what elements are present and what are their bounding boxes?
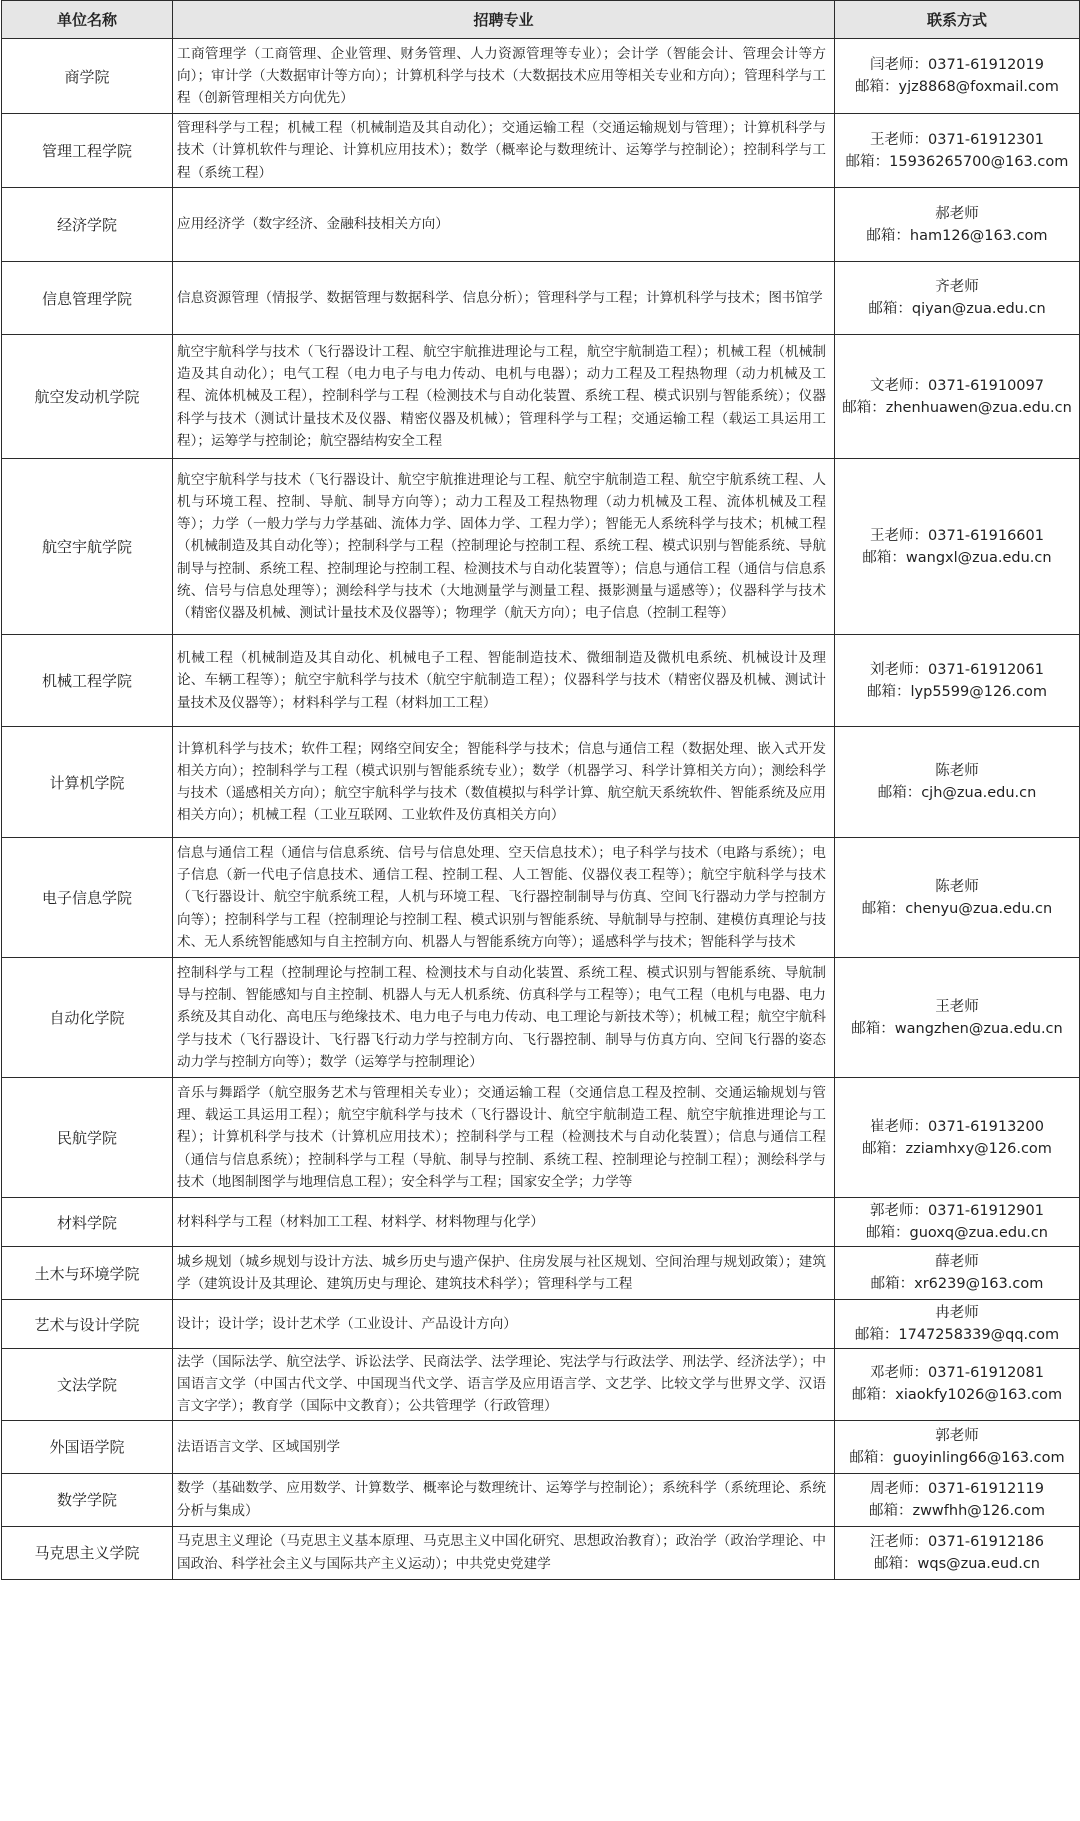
unit-name-cell: 商学院 <box>2 39 173 114</box>
contact-email: 邮箱：qiyan@zua.edu.cn <box>868 301 1046 317</box>
unit-name-cell: 艺术与设计学院 <box>2 1300 173 1349</box>
unit-name-cell: 计算机学院 <box>2 727 173 838</box>
recruit-major-cell: 航空宇航科学与技术（飞行器设计、航空宇航推进理论与工程、航空宇航制造工程、航空宇航系统工程、人机与环境工程、控制、导航、制导方向等）；动力工程及工程热物理（动力机械及工程、流体机械及工程等）；力学（一般力学与力学基础、流体力学、固体力学、工程力学）；智能无人系统科学与技术；机械工程（机械制造及其自动化等）；控制科学与工程（控制理论与控制工程、系统工程、模式识别与智能系统、导航制导与控制、系统工程、控制理论与控制工程、检测技术与自动化装置等）；信息与通信工程（通信与信息系统、信号与信息处理等）；测绘科学与技术（大地测量学与测量工程、摄影测量与遥感等）；仪器科学与技术（精密仪器及机械、测试计量技术及仪器等）；物理学（航天方向）；电子信息（控制工程等） <box>173 459 835 635</box>
contact-teacher: 冉老师 <box>935 1305 979 1321</box>
recruit-major-cell: 马克思主义理论（马克思主义基本原理、马克思主义中国化研究、思想政治教育）；政治学（政治学理论、中国政治、科学社会主义与国际共产主义运动）；中共党史党建学 <box>173 1526 835 1579</box>
table-row <box>2 1078 1080 1198</box>
recruit-major-cell: 工商管理学（工商管理、企业管理、财务管理、人力资源管理等专业）；会计学（智能会计、管理会计等方向）；审计学（大数据审计等方向）；计算机科学与技术（大数据技术应用等相关专业和方向）；管理科学与工程（创新管理相关方向优先） <box>173 39 835 114</box>
table-row <box>2 39 1080 114</box>
contact-email: 邮箱：yjz8868@foxmail.com <box>855 79 1059 95</box>
unit-name-cell: 马克思主义学院 <box>2 1526 173 1579</box>
contact-email: 邮箱：xiaokfy1026@163.com <box>851 1387 1063 1404</box>
table-row <box>2 188 1080 262</box>
table-row <box>2 335 1080 459</box>
unit-name-cell: 信息管理学院 <box>2 262 173 335</box>
header-major: 招聘专业 <box>173 1 835 39</box>
unit-name-cell: 外国语学院 <box>2 1420 173 1473</box>
unit-name-cell: 土木与环境学院 <box>2 1247 173 1300</box>
recruit-major-cell: 计算机科学与技术；软件工程；网络空间安全；智能科学与技术；信息与通信工程（数据处理、嵌入式开发相关方向）；控制科学与工程（模式识别与智能系统专业）；数学（机器学习、科学计算相关方向）；测绘科学与技术（遥感相关方向）；航空宇航科学与技术（数值模拟与科学计算、航空航天系统软件、智能系统及应用相关方向）；机械工程（工业互联网、工业软件及仿真相关方向） <box>173 727 835 838</box>
contact-teacher: 郭老师 <box>935 1427 979 1444</box>
table-header <box>2 1 1080 39</box>
contact-email: 邮箱：zhenhuawen@zua.edu.cn <box>842 399 1072 416</box>
contact-cell <box>835 335 1080 459</box>
contact-cell <box>835 114 1080 188</box>
contact-teacher: 郭老师：0371-61912901 <box>870 1203 1044 1219</box>
contact-email: 邮箱：wqs@zua.eud.cn <box>874 1555 1040 1572</box>
contact-cell <box>835 39 1080 114</box>
recruit-major-cell: 应用经济学（数字经济、金融科技相关方向） <box>173 188 835 262</box>
table-row <box>2 114 1080 188</box>
recruit-major-cell: 信息资源管理（情报学、数据管理与数据科学、信息分析）；管理科学与工程；计算机科学与技术；图书馆学 <box>173 262 835 335</box>
recruit-major-cell: 设计；设计学；设计艺术学（工业设计、产品设计方向） <box>173 1300 835 1349</box>
contact-teacher: 崔老师：0371-61913200 <box>870 1118 1044 1135</box>
table-row <box>2 1526 1080 1579</box>
contact-teacher: 郝老师 <box>935 205 979 222</box>
recruit-major-cell: 数学（基础数学、应用数学、计算数学、概率论与数理统计、运筹学与控制论）；系统科学（系统理论、系统分析与集成） <box>173 1473 835 1526</box>
table-row <box>2 1247 1080 1300</box>
contact-cell <box>835 459 1080 635</box>
header-unit: 单位名称 <box>2 1 173 39</box>
contact-teacher: 邓老师：0371-61912081 <box>870 1365 1044 1382</box>
contact-cell <box>835 1198 1080 1247</box>
contact-cell <box>835 262 1080 335</box>
contact-email: 邮箱：cjh@zua.edu.cn <box>877 785 1037 801</box>
contact-email: 邮箱：guoyinling66@163.com <box>849 1449 1065 1466</box>
contact-cell <box>835 1526 1080 1579</box>
unit-name-cell: 电子信息学院 <box>2 838 173 958</box>
recruit-major-cell: 机械工程（机械制造及其自动化、机械电子工程、智能制造技术、微细制造及微机电系统、机械设计及理论、车辆工程等）；航空宇航科学与技术（航空宇航制造工程）；仪器科学与技术（精密仪器及机械、测试计量技术及仪器等）；材料科学与工程（材料加工工程） <box>173 635 835 727</box>
table-row <box>2 1473 1080 1526</box>
contact-email: 邮箱：zziamhxy@126.com <box>862 1140 1052 1157</box>
contact-teacher: 齐老师 <box>935 279 979 295</box>
recruit-major-cell: 航空宇航科学与技术（飞行器设计工程、航空宇航推进理论与工程，航空宇航制造工程）；机械工程（机械制造及其自动化）；电气工程（电力电子与电力传动、电机与电器）；动力工程及工程热物理（动力机械及工程、流体机械及工程），控制科学与工程（检测技术与自动化装置、系统工程、模式识别与智能系统）；仪器科学与技术（测试计量技术及仪器、精密仪器及机械）；管理科学与工程；交通运输工程（载运工具运用工程）；运筹学与控制论；航空器结构安全工程 <box>173 335 835 459</box>
unit-name-cell: 管理工程学院 <box>2 114 173 188</box>
contact-cell <box>835 838 1080 958</box>
table-row <box>2 459 1080 635</box>
contact-cell <box>835 1078 1080 1198</box>
contact-teacher: 陈老师 <box>935 878 979 895</box>
table-row <box>2 1198 1080 1247</box>
contact-teacher: 王老师 <box>935 998 979 1015</box>
contact-cell <box>835 1473 1080 1526</box>
table-body <box>2 39 1080 1580</box>
unit-name-cell: 民航学院 <box>2 1078 173 1198</box>
table-row <box>2 838 1080 958</box>
recruit-major-cell: 信息与通信工程（通信与信息系统、信号与信息处理、空天信息技术）；电子科学与技术（电路与系统）；电子信息（新一代电子信息技术、通信工程、控制工程、人工智能、仪器仪表工程等）；航空宇航科学与技术（飞行器设计、航空宇航系统工程，人机与环境工程、飞行器控制制导与仿真、空间飞行器动力学与控制方向等）；控制科学与工程（控制理论与控制工程、模式识别与智能系统、导航制导与控制、建模仿真理论与技术、无人系统智能感知与自主控制方向、机器人与智能系统方向等）；遥感科学与技术；智能科学与技术 <box>173 838 835 958</box>
table-row <box>2 958 1080 1078</box>
contact-cell <box>835 635 1080 727</box>
contact-teacher: 文老师：0371-61910097 <box>870 377 1044 394</box>
contact-email: 邮箱：zwwfhh@126.com <box>868 1502 1046 1519</box>
unit-name-cell: 机械工程学院 <box>2 635 173 727</box>
contact-email: 邮箱：chenyu@zua.edu.cn <box>861 900 1053 917</box>
table-row <box>2 1420 1080 1473</box>
contact-email: 邮箱：lyp5599@126.com <box>867 683 1047 700</box>
contact-teacher: 刘老师：0371-61912061 <box>870 661 1044 678</box>
recruit-major-cell: 音乐与舞蹈学（航空服务艺术与管理相关专业）；交通运输工程（交通信息工程及控制、交通运输规划与管理、载运工具运用工程）；航空宇航科学与技术（飞行器设计、航空宇航制造工程、航空宇航推进理论与工程）；计算机科学与技术（计算机应用技术）；控制科学与工程（检测技术与自动化装置）；信息与通信工程（通信与信息系统）；控制科学与工程（导航、制导与控制、系统工程、控制理论与控制工程）；测绘科学与技术（地图制图学与地理信息工程）；安全科学与工程；国家安全学；力学等 <box>173 1078 835 1198</box>
recruit-major-cell: 法学（国际法学、航空法学、诉讼法学、民商法学、法学理论、宪法学与行政法学、刑法学、经济法学）；中国语言文学（中国古代文学、中国现当代文学、语言学及应用语言学、文艺学、比较文学与世界文学、汉语言文字学）；教育学（国际中文教育）；公共管理学（行政管理） <box>173 1349 835 1421</box>
contact-cell <box>835 1420 1080 1473</box>
contact-email: 邮箱：15936265700@163.com <box>845 153 1069 170</box>
contact-teacher: 闫老师：0371-61912019 <box>870 57 1044 73</box>
contact-cell <box>835 727 1080 838</box>
contact-email: 邮箱：guoxq@zua.edu.cn <box>866 1225 1048 1241</box>
contact-email: 邮箱：1747258339@qq.com <box>854 1327 1060 1343</box>
recruitment-table <box>1 0 1080 1580</box>
table-row <box>2 727 1080 838</box>
contact-cell <box>835 1247 1080 1300</box>
contact-cell <box>835 958 1080 1078</box>
table-row <box>2 635 1080 727</box>
contact-teacher: 王老师：0371-61912301 <box>870 131 1044 148</box>
contact-teacher: 陈老师 <box>935 763 979 779</box>
unit-name-cell: 材料学院 <box>2 1198 173 1247</box>
recruit-major-cell: 材料科学与工程（材料加工工程、材料学、材料物理与化学） <box>173 1198 835 1247</box>
recruit-major-cell: 城乡规划（城乡规划与设计方法、城乡历史与遗产保护、住房发展与社区规划、空间治理与规划政策）；建筑学（建筑设计及其理论、建筑历史与理论、建筑技术科学）；管理科学与工程 <box>173 1247 835 1300</box>
contact-teacher: 薛老师 <box>935 1254 979 1270</box>
header-row <box>2 1 1080 39</box>
table-row <box>2 1349 1080 1421</box>
contact-cell <box>835 188 1080 262</box>
contact-cell <box>835 1300 1080 1349</box>
unit-name-cell: 经济学院 <box>2 188 173 262</box>
contact-email: 邮箱：wangxl@zua.edu.cn <box>862 549 1052 566</box>
header-contact: 联系方式 <box>835 1 1080 39</box>
table-row <box>2 262 1080 335</box>
unit-name-cell: 航空宇航学院 <box>2 459 173 635</box>
contact-cell <box>835 1349 1080 1421</box>
unit-name-cell: 航空发动机学院 <box>2 335 173 459</box>
table-row <box>2 1300 1080 1349</box>
recruit-major-cell: 控制科学与工程（控制理论与控制工程、检测技术与自动化装置、系统工程、模式识别与智能系统、导航制导与控制、智能感知与自主控制、机器人与无人机系统、仿真科学与工程等）；电气工程（电机与电器、电力系统及其自动化、高电压与绝缘技术、电力电子与电力传动、电工理论与新技术等）；机械工程；航空宇航科学与技术（飞行器设计、飞行器飞行动力学与控制方向、飞行器控制、制导与仿真方向、空间飞行器的姿态动力学与控制方向等）；数学（运筹学与控制理论） <box>173 958 835 1078</box>
contact-teacher: 周老师：0371-61912119 <box>870 1480 1044 1497</box>
contact-teacher: 王老师：0371-61916601 <box>870 527 1044 544</box>
unit-name-cell: 数学学院 <box>2 1473 173 1526</box>
contact-email: 邮箱：xr6239@163.com <box>870 1276 1044 1292</box>
contact-email: 邮箱：ham126@163.com <box>866 227 1048 244</box>
unit-name-cell: 文法学院 <box>2 1349 173 1421</box>
contact-teacher: 汪老师：0371-61912186 <box>870 1533 1044 1550</box>
recruit-major-cell: 法语语言文学、区域国别学 <box>173 1420 835 1473</box>
unit-name-cell: 自动化学院 <box>2 958 173 1078</box>
contact-email: 邮箱：wangzhen@zua.edu.cn <box>851 1020 1063 1037</box>
recruit-major-cell: 管理科学与工程；机械工程（机械制造及其自动化）；交通运输工程（交通运输规划与管理）；计算机科学与技术（计算机软件与理论、计算机应用技术）；数学（概率论与数理统计、运筹学与控制论）；控制科学与工程（系统工程） <box>173 114 835 188</box>
